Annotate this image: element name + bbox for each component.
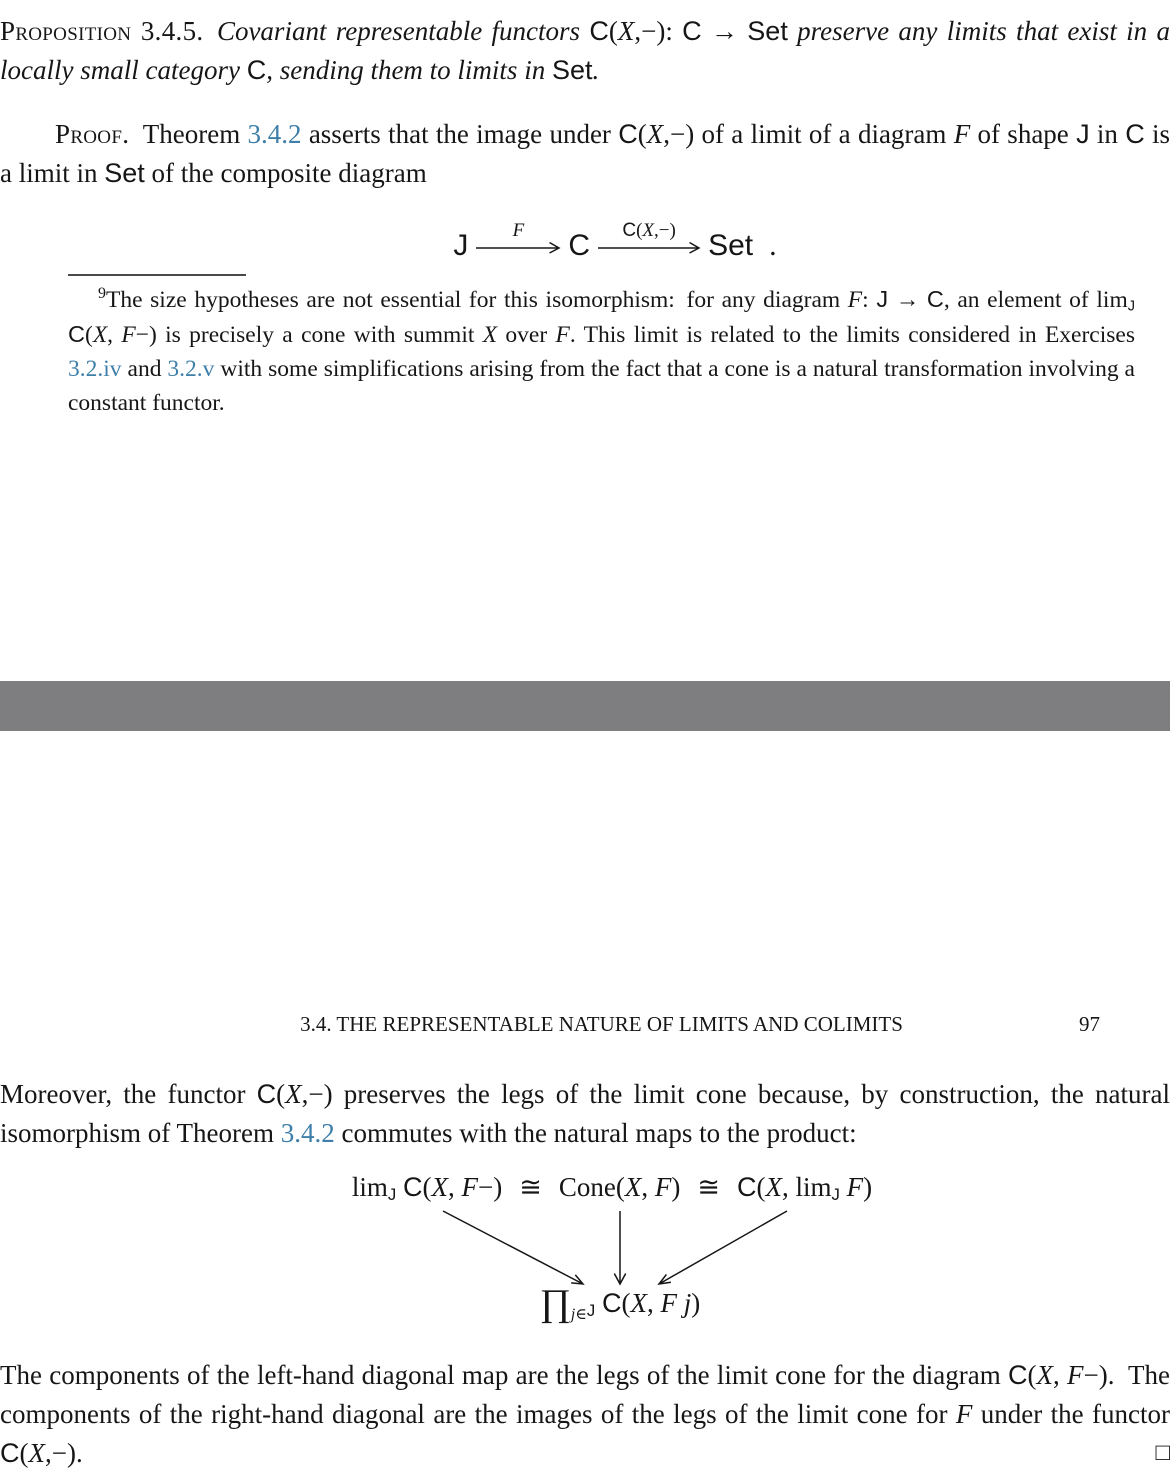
text-segment: C	[68, 321, 85, 347]
text-segment: C	[1125, 119, 1145, 149]
final-text	[0, 1360, 1170, 1468]
text-segment: Covariant representable functors	[216, 16, 590, 46]
text-segment: →	[888, 287, 927, 313]
vertical-arrow-icon	[614, 1211, 625, 1284]
footnote-9	[68, 282, 1135, 420]
text-segment: C	[403, 1172, 423, 1202]
text-segment: and	[121, 356, 168, 382]
text-segment: ,	[646, 1288, 661, 1318]
text-segment: C	[618, 119, 638, 149]
text-segment: j	[570, 1306, 576, 1324]
running-header	[68, 1011, 1135, 1037]
text-segment: X	[624, 1172, 642, 1202]
text-segment: C	[926, 286, 944, 312]
text-segment: . The components of the right-hand diagonal are the images of the legs of the limit cone for	[0, 1360, 1170, 1429]
text-segment: X	[482, 322, 498, 348]
text-segment: lim	[351, 1172, 388, 1202]
link-exercise-3-2-v[interactable]: 3.2.v	[167, 356, 215, 382]
math-term-Set	[708, 231, 753, 261]
text-segment: (	[621, 1288, 631, 1318]
text-segment: with some simplifications arising from the fact that a cone is a natural transformation involving a constant functor.	[68, 356, 1135, 416]
right-arrow-icon	[475, 241, 561, 254]
text-segment: J	[453, 229, 469, 262]
right-arrow-icon	[597, 241, 701, 254]
text-segment: Proof.	[55, 119, 130, 149]
text-segment: (	[84, 322, 93, 348]
text-segment: Moreover, the functor	[0, 1079, 257, 1109]
text-segment: X	[630, 1288, 647, 1318]
text-segment: (	[276, 1079, 286, 1109]
text-segment: preserve any limits that exist in a locally small category	[0, 16, 1170, 85]
text-segment: F	[846, 1172, 864, 1202]
text-segment: . This limit is related to the limits considered in Exercises	[569, 322, 1135, 348]
text-segment: ,−)	[663, 119, 695, 149]
text-segment: C	[622, 220, 637, 241]
text-segment: (	[1027, 1360, 1037, 1390]
text-segment: )	[671, 1172, 681, 1202]
functor-CX-arrow	[597, 221, 701, 261]
text-segment: (	[756, 1172, 766, 1202]
text-segment: 9	[98, 285, 106, 303]
text-segment: F	[1067, 1360, 1084, 1390]
text-segment: X	[617, 16, 635, 46]
text-segment: J	[831, 1185, 840, 1205]
text-segment: C	[736, 1172, 757, 1202]
text-segment: ,−)	[301, 1079, 333, 1109]
text-segment: in	[1089, 119, 1126, 149]
text-segment: X	[28, 1438, 45, 1468]
text-segment: J	[387, 1185, 397, 1205]
text-segment: J	[1076, 119, 1090, 149]
text-segment: X	[431, 1172, 449, 1202]
text-segment: ,	[1053, 1360, 1068, 1390]
text-segment: X	[765, 1172, 782, 1202]
text-segment: The size hypotheses are not essential for this isomorphism: for any diagram	[105, 287, 848, 313]
text-segment: .	[75, 1438, 83, 1468]
text-segment: ,	[448, 1172, 462, 1202]
text-segment: (	[19, 1438, 29, 1468]
text-segment: F	[953, 119, 971, 149]
diagonal-arrow-right-icon	[659, 1211, 787, 1284]
text-segment: ,	[641, 1172, 655, 1202]
qed-box: □	[1155, 1440, 1170, 1466]
text-segment	[595, 1288, 602, 1318]
text-segment: of the composite diagram	[144, 158, 427, 188]
text-segment: Set	[708, 229, 754, 262]
text-segment: X	[92, 322, 108, 348]
text-segment: X	[642, 220, 654, 241]
text-segment: ∈	[575, 1306, 587, 1324]
text-segment: (	[637, 119, 647, 149]
text-segment: X	[646, 119, 664, 149]
text-segment: C	[589, 16, 609, 46]
text-segment: F	[512, 220, 525, 241]
proposition-3-4-5	[0, 0, 1170, 90]
page-separator-bar	[0, 681, 1170, 731]
footnote-rule	[68, 274, 246, 276]
section-title: 3.4. THE REPRESENTABLE NATURE OF LIMITS AND COLIMITS	[300, 1012, 903, 1036]
text-segment: Proposition 3.4.5.	[0, 16, 204, 46]
proof-paragraph	[0, 115, 1170, 193]
text-segment: Cone(	[558, 1172, 625, 1202]
text-segment: ,−):	[634, 16, 683, 46]
text-segment: :	[862, 287, 877, 313]
link-exercise-3-2-iv[interactable]: 3.2.iv	[68, 356, 122, 382]
functor-F-arrow	[475, 221, 561, 261]
text-segment: preserves the legs of the limit cone because, by construction, the natural isomorphism of Theorem	[0, 1079, 1170, 1148]
text-segment: C	[246, 55, 267, 85]
text-segment: J	[876, 286, 889, 312]
text-segment: over	[497, 322, 556, 348]
link-theorem-3-4-2[interactable]: 3.4.2	[247, 119, 302, 149]
text-segment: Set	[747, 16, 788, 46]
text-segment: C	[1008, 1360, 1028, 1390]
text-segment: , sending them to limits in	[266, 55, 552, 85]
text-segment: F j	[660, 1288, 692, 1318]
text-segment: F	[654, 1172, 672, 1202]
text-segment: C	[682, 16, 702, 46]
text-segment: asserts that the image under	[301, 119, 619, 149]
text-segment: X	[285, 1079, 302, 1109]
text-segment: −)	[478, 1172, 503, 1202]
text-segment: commutes with the natural maps to the product:	[334, 1118, 857, 1148]
text-segment: C	[601, 1288, 622, 1318]
text-segment: −)	[135, 322, 157, 348]
text-segment: →	[701, 16, 748, 46]
page-number: 97	[1079, 1012, 1100, 1036]
text-segment: F	[847, 287, 863, 313]
arrow-label-F	[513, 221, 525, 240]
paragraph-moreover	[0, 1075, 1170, 1153]
text-segment: of shape	[970, 119, 1077, 149]
text-segment: C	[568, 229, 591, 262]
text-segment: The components of the left-hand diagonal map are the legs of the limit cone for the diagram	[0, 1360, 1009, 1390]
text-segment: )	[691, 1288, 701, 1318]
text-segment: is precisely a cone with summit	[156, 322, 483, 348]
text-segment: of a limit of a diagram	[694, 119, 954, 149]
text-segment: under the functor	[972, 1399, 1170, 1429]
text-segment: )	[863, 1172, 873, 1202]
display-period: .	[769, 229, 777, 262]
text-segment: (	[422, 1172, 432, 1202]
text-segment: F	[461, 1172, 479, 1202]
text-segment: C	[0, 1438, 20, 1468]
text-segment: Set	[551, 55, 593, 85]
text-segment: , lim	[781, 1172, 832, 1202]
diagonal-arrow-left-icon	[443, 1211, 583, 1284]
text-segment: (	[636, 220, 643, 241]
text-segment: F	[955, 1399, 973, 1429]
text-segment: .	[592, 55, 600, 85]
text-segment	[203, 16, 217, 46]
math-term-C	[568, 231, 590, 261]
text-segment: ,	[107, 322, 122, 348]
text-segment: ≅	[519, 1172, 542, 1202]
text-segment: (	[608, 16, 618, 46]
cone-product-diagram	[0, 1169, 1170, 1334]
text-segment: X	[1036, 1360, 1054, 1390]
text-segment	[788, 16, 797, 46]
text-segment: ≅	[697, 1172, 720, 1202]
text-segment: C	[256, 1079, 277, 1109]
text-segment: J	[586, 1301, 596, 1321]
text-segment: F	[555, 322, 570, 348]
diagram-product-term	[0, 1283, 1170, 1323]
text-segment: Theorem	[129, 119, 248, 149]
text-segment: ,−)	[654, 220, 676, 241]
arrow-label-CX	[622, 221, 675, 240]
composite-diagram-display	[0, 199, 1170, 261]
text-segment: −)	[1083, 1360, 1108, 1390]
text-segment: J	[1127, 298, 1136, 315]
text-segment: , an element of lim	[943, 287, 1128, 313]
text-segment: Set	[104, 158, 145, 188]
text-segment: ∏	[539, 1282, 571, 1325]
link-theorem-3-4-2[interactable]: 3.4.2	[280, 1118, 335, 1148]
math-term-J	[453, 231, 468, 261]
text-segment: ,−)	[45, 1438, 76, 1468]
text-segment: F	[121, 322, 136, 348]
paragraph-final	[0, 1356, 1170, 1473]
text-segment: is a limit in	[0, 119, 1170, 188]
